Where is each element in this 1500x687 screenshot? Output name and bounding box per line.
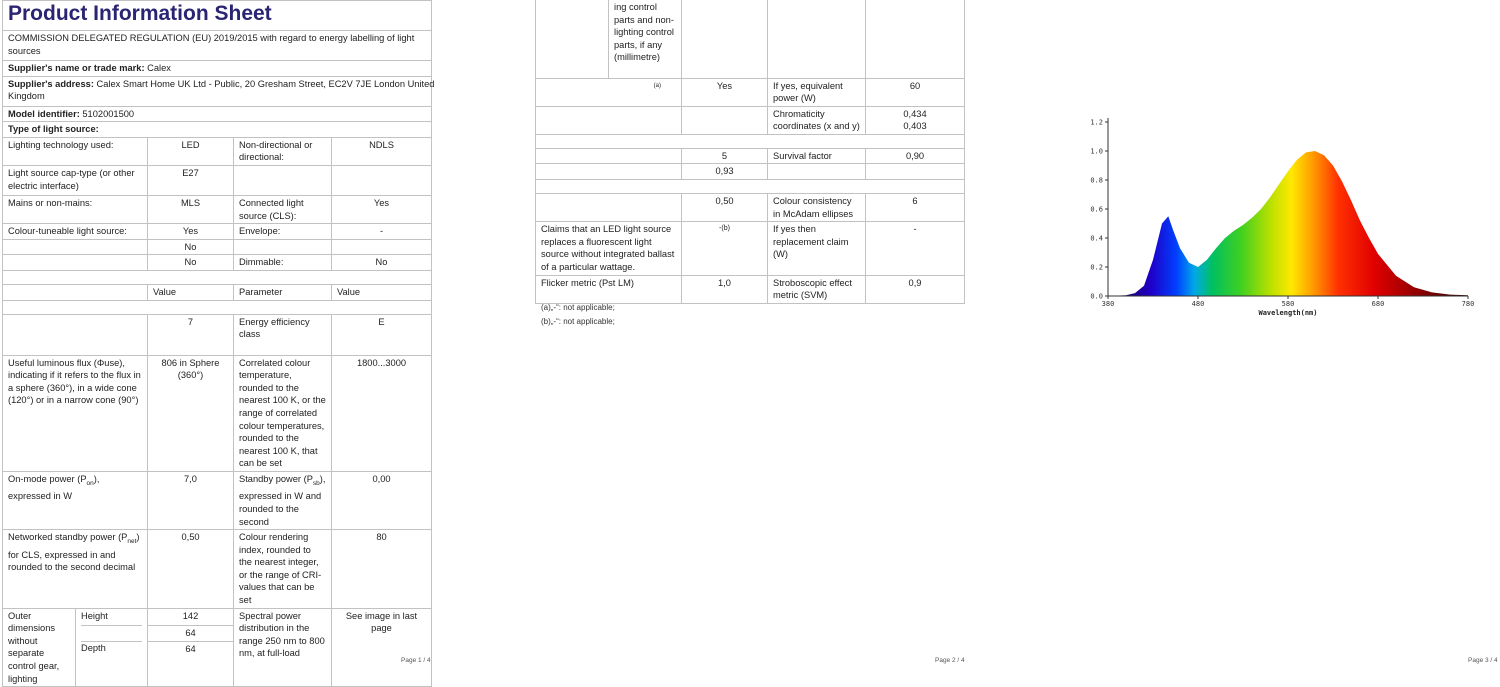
energy-param: Energy efficiency class	[234, 314, 332, 355]
x-tick-label: 780	[1461, 300, 1475, 308]
spd-value: See image in last page	[332, 608, 432, 687]
envelope-label: Envelope:	[234, 224, 332, 240]
flux-label: Useful luminous flux (Φuse), indicating if it refers to the flux in a sphere (360°), in a wide cone (120°) or in a narrow cone (90°)	[3, 355, 148, 471]
claims-value: -(b)	[682, 222, 768, 275]
chroma-values	[866, 106, 965, 134]
claims-label: Claims that an LED light source replaces a fluorescent light source without integrated ballast of a particular wattage.	[536, 222, 682, 275]
onmode-value: 7,0	[148, 471, 234, 529]
x-tick-label: 380	[1101, 300, 1115, 308]
type-heading: Type of light source:	[3, 122, 432, 138]
dimmable-label: Dimmable:	[234, 255, 332, 271]
supplier-label: Supplier's name or trade mark:	[8, 63, 145, 73]
dims-label: Outer dimensions without separate control gear, lighting	[3, 609, 76, 687]
page-number: Page 3 / 4	[1468, 657, 1498, 664]
consistency-value: 0,50	[682, 194, 768, 222]
flicker-value: 1,0	[682, 275, 768, 303]
regulation-text: COMMISSION DELEGATED REGULATION (EU) 2019/2015 with regard to energy labelling of light sources	[3, 31, 432, 61]
mains-value: MLS	[148, 195, 234, 223]
onmode-label: On-mode power $(P_{on})$, expressed in W	[3, 471, 148, 529]
page-number: Page 2 / 4	[935, 657, 965, 664]
footnote-a: (a)„-“: not applicable;	[541, 303, 615, 312]
page-number: Page 1 / 4	[401, 657, 431, 664]
height-label: Height	[81, 610, 142, 626]
equiv-value: Yes	[682, 78, 768, 106]
tech-value: LED	[148, 137, 234, 165]
energy-value: 7	[148, 314, 234, 355]
flicker-label: Flicker metric (Pst LM)	[536, 275, 682, 303]
cri-value: 80	[332, 530, 432, 609]
dimmable-value: No	[332, 255, 432, 271]
address-label: Supplier's address:	[8, 78, 94, 89]
equiv-param: If yes, equivalent power (W)	[768, 78, 866, 106]
y-tick-label: 0.6	[1090, 205, 1103, 214]
product-info-table-cont	[535, 0, 965, 304]
cri-param: Colour rendering index, rounded to the nearest integer, or the range of CRI-values that can be set	[234, 530, 332, 609]
lumen-value: 0,93	[682, 164, 768, 180]
row-value: No	[148, 239, 234, 255]
equiv-mark: (a)	[536, 78, 682, 106]
page-3	[1085, 0, 1500, 668]
mains-label: Mains or non-mains:	[3, 195, 148, 223]
chroma-y: 0,403	[903, 121, 927, 132]
energy-class: E	[332, 314, 432, 355]
footnote-b: (b)„-“: not applicable;	[541, 317, 615, 326]
x-tick-label: 680	[1371, 300, 1385, 308]
survival-param: Survival factor	[768, 148, 866, 164]
dims-cell	[3, 608, 148, 687]
spectrum-area	[1108, 151, 1468, 296]
y-tick-label: 0.2	[1090, 263, 1103, 272]
networked-label: Networked standby power $(P_{net})$ for CLS, expressed in and rounded to the second decimal	[3, 530, 148, 609]
model-row	[3, 106, 432, 122]
directional-label: Non-directional or directional:	[234, 137, 332, 165]
model-value: 5102001500	[82, 108, 135, 119]
dims-values	[148, 608, 234, 687]
tuneable-value: Yes	[148, 224, 234, 240]
y-tick-label: 0.0	[1090, 292, 1103, 301]
spd-param: Spectral power distribution in the range 250 nm to 800 nm, at full-load	[234, 608, 332, 687]
equiv-power: 60	[866, 78, 965, 106]
chroma-x: 0,434	[903, 108, 927, 119]
survival-factor: 0,90	[866, 148, 965, 164]
supplier-value: Calex	[147, 63, 171, 73]
x-tick-label: 580	[1281, 300, 1295, 308]
depth-label: Depth	[81, 642, 106, 653]
mcadam-value: 6	[866, 194, 965, 222]
envelope-value: -	[332, 224, 432, 240]
cls-value: Yes	[332, 195, 432, 223]
model-label: Model identifier:	[8, 108, 80, 119]
y-tick-label: 1.0	[1090, 147, 1103, 156]
cct-value: 1800...3000	[332, 355, 432, 471]
width-value: 64	[148, 626, 233, 642]
col-header-parameter: Parameter	[234, 284, 332, 300]
y-tick-label: 0.4	[1090, 234, 1103, 243]
claims-param: If yes then replacement claim (W)	[768, 222, 866, 275]
supplier-row	[3, 61, 432, 77]
standby-param: Standby power $(P_{sb})$, expressed in W and rounded to the second	[234, 471, 332, 529]
page-2	[535, 0, 985, 668]
page-title: Product Information Sheet	[8, 2, 272, 25]
cap-value: E27	[148, 165, 234, 195]
networked-value: 0,50	[148, 530, 234, 609]
continued-label: ing control parts and non-lighting control parts, if any (millimetre)	[609, 0, 682, 78]
address-value: Calex Smart Home UK Ltd - Public, 20 Gresham Street, EC2V 7JE London United Kingdom	[8, 78, 435, 102]
height-value: 142	[148, 609, 233, 626]
chroma-param: Chromaticity coordinates (x and y)	[768, 106, 866, 134]
spectral-power-chart	[1085, 110, 1485, 330]
cap-label: Light source cap-type (or other electric interface)	[3, 165, 148, 195]
product-info-table	[2, 0, 435, 687]
flux-value: 806 in Sphere (360°)	[148, 355, 234, 471]
y-tick-label: 1.2	[1090, 118, 1103, 127]
page-1	[0, 0, 445, 684]
col-header-value: Value	[148, 284, 234, 300]
x-tick-label: 480	[1191, 300, 1205, 308]
standby-value: 0,00	[332, 471, 432, 529]
directional-value: NDLS	[332, 137, 432, 165]
svm-param: Stroboscopic effect metric (SVM)	[768, 275, 866, 303]
tuneable-label: Colour-tuneable light source:	[3, 224, 148, 240]
tech-label: Lighting technology used:	[3, 137, 148, 165]
cct-param: Correlated colour temperature, rounded to the nearest 100 K, or the range of correlated colour temperatures, rounded to the nearest 100 K, that can be set	[234, 355, 332, 471]
address-row	[3, 76, 435, 106]
survival-value: 5	[682, 148, 768, 164]
cls-label: Connected light source (CLS):	[234, 195, 332, 223]
col-header-value2: Value	[332, 284, 432, 300]
x-axis-label: Wavelength(nm)	[1258, 309, 1318, 317]
depth-value: 64	[185, 643, 196, 654]
y-tick-label: 0.8	[1090, 176, 1103, 185]
claims-wattage: -	[866, 222, 965, 275]
consistency-param: Colour consistency in McAdam ellipses	[768, 194, 866, 222]
svm-value: 0,9	[866, 275, 965, 303]
row-value: No	[148, 255, 234, 271]
